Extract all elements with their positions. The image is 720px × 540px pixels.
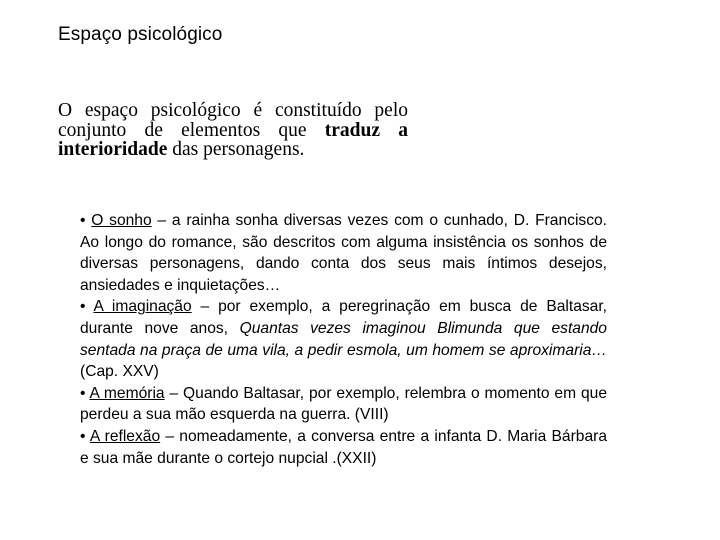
intro-bold-phrase: traduz a interioridade [58, 119, 409, 160]
intro-text-start: O espaço psicológico é constituído pelo conjunto de elementos que [58, 100, 408, 141]
bullet-imaginacao [80, 296, 607, 382]
intro-paragraph [58, 101, 408, 160]
bullet-text-imaginacao: – por exemplo, a peregrinação em busca de Baltasar, durante nove anos, [80, 298, 607, 337]
bullet-text-sonho: – a rainha sonha diversas vezes com o cunhado, D. Francisco. Ao longo do romance, são descritos com alguma insistência os sonhos de diversas personagens, dando conta dos seus mais íntimos desejos, ansiedades e inquietações… [80, 212, 608, 294]
bullet-memoria [80, 383, 607, 426]
bullet-marker: • [80, 427, 90, 445]
bullet-reference-imaginacao: (Cap. XXV) [80, 363, 159, 381]
bullet-marker: • [80, 212, 92, 229]
bullet-keyword-imaginacao: A imaginação [93, 298, 192, 316]
bullet-marker: • [80, 298, 94, 316]
bullet-reflexao [80, 426, 607, 469]
bullet-text-reflexao: – nomeadamente, a conversa entre a infanta D. Maria Bárbara e sua mãe durante o cortejo nupcial .(XXII) [80, 427, 607, 467]
intro-text-end: das personagens. [167, 139, 305, 160]
bullet-keyword-reflexao: A reflexão [89, 427, 161, 445]
bullet-keyword-sonho: O sonho [91, 212, 152, 229]
slide-title: Espaço psicológico [58, 24, 223, 45]
bullet-list [80, 210, 607, 469]
bullet-keyword-memoria: A memória [89, 384, 165, 402]
bullet-sonho [80, 210, 607, 296]
bullet-text-memoria: – Quando Baltasar, por exemplo, relembra o momento em que perdeu a sua mão esquerda na guerra. (VIII) [80, 384, 608, 424]
bullet-quote-imaginacao: Quantas vezes imaginou Blimunda que estando sentada na praça de uma vila, a pedir esmola, um homem se aproximaria… [80, 319, 607, 359]
bullet-marker: • [80, 384, 90, 402]
